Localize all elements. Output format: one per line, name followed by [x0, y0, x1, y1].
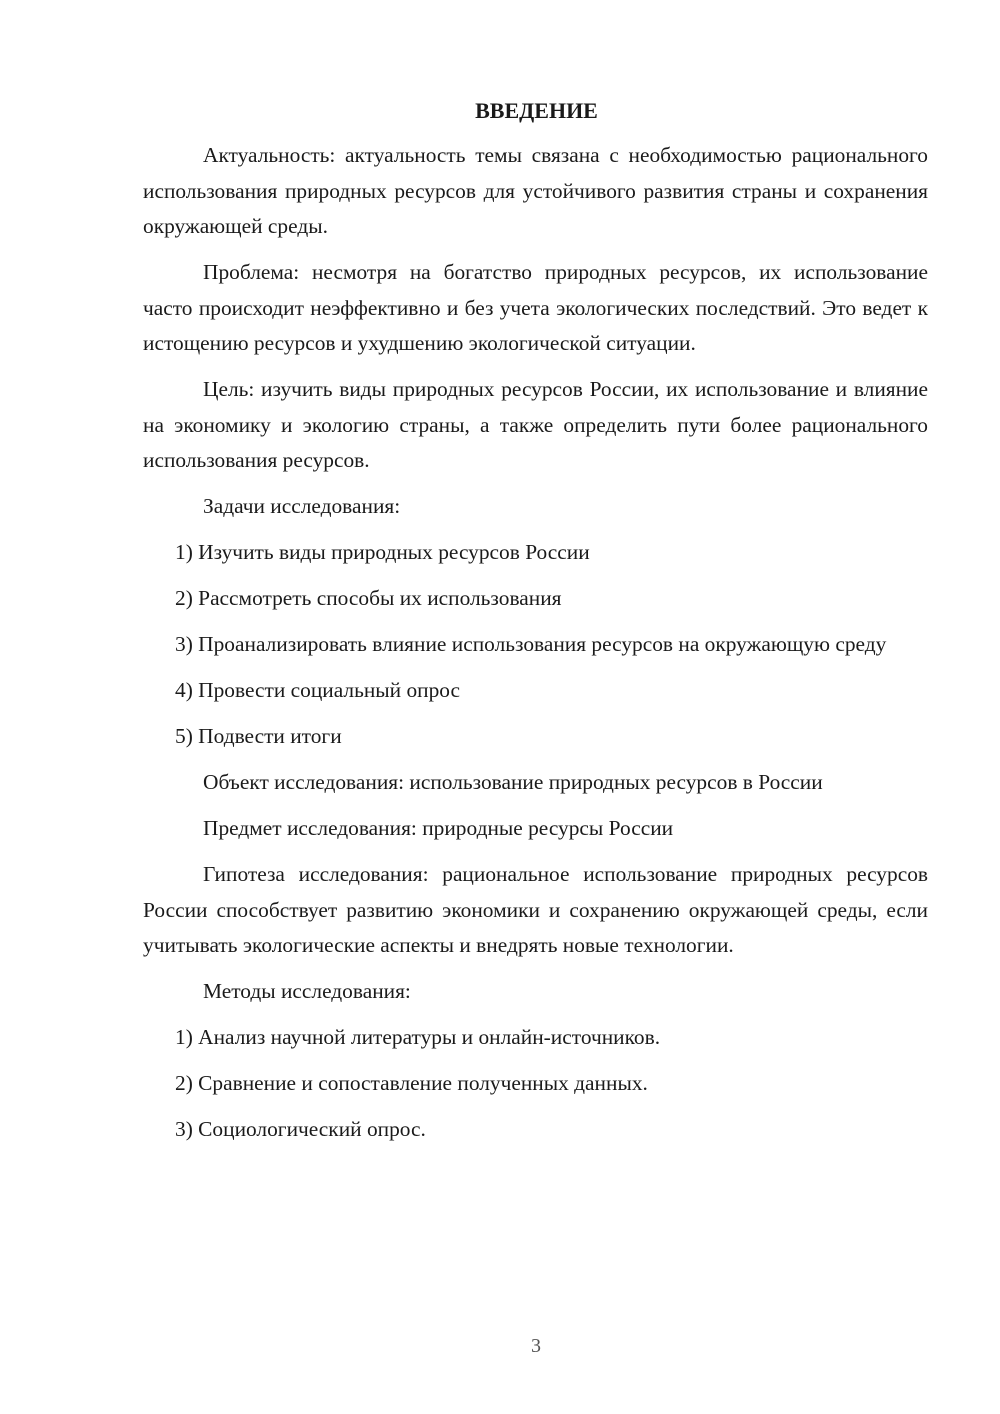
- task-item: 1) Изучить виды природных ресурсов России: [175, 540, 590, 564]
- page-number: 3: [531, 1335, 541, 1357]
- problem-paragraph: Проблема: несмотря на богатство природных ресурсов, их использование часто происходит неэффективно и без учета экологических последствий. Это ведет к истощению ресурсов и ухудшению экологической ситуации.: [143, 260, 928, 355]
- goal-paragraph: Цель: изучить виды природных ресурсов России, их использование и влияние на экономику и экологию страны, а также определить пути более рационального использования ресурсов.: [143, 377, 928, 472]
- method-item: 1) Анализ научной литературы и онлайн-источников.: [175, 1025, 661, 1049]
- task-item: 5) Подвести итоги: [175, 724, 342, 748]
- hypothesis-paragraph: Гипотеза исследования: рациональное использование природных ресурсов России способствует развитию экономики и сохранению окружающей среды, если учитывать экологические аспекты и внедрять новые технологии.: [143, 862, 928, 957]
- task-item: 4) Провести социальный опрос: [175, 678, 461, 702]
- relevance-paragraph: Актуальность: актуальность темы связана с необходимостью рационального использования природных ресурсов для устойчивого развития страны и сохранения окружающей среды.: [143, 143, 928, 238]
- object-paragraph: Объект исследования: использование природных ресурсов в России: [203, 770, 823, 794]
- section-title: ВВЕДЕНИЕ: [475, 98, 598, 123]
- methods-heading: Методы исследования:: [203, 979, 411, 1003]
- method-item: 3) Социологический опрос.: [175, 1117, 426, 1141]
- subject-paragraph: Предмет исследования: природные ресурсы России: [203, 816, 674, 840]
- method-item: 2) Сравнение и сопоставление полученных данных.: [175, 1071, 648, 1095]
- task-item: 2) Рассмотреть способы их использования: [175, 586, 562, 610]
- task-item: 3) Проанализировать влияние использования ресурсов на окружающую среду: [175, 632, 887, 656]
- document-page: [143, 94, 928, 1158]
- tasks-heading: Задачи исследования:: [203, 494, 401, 518]
